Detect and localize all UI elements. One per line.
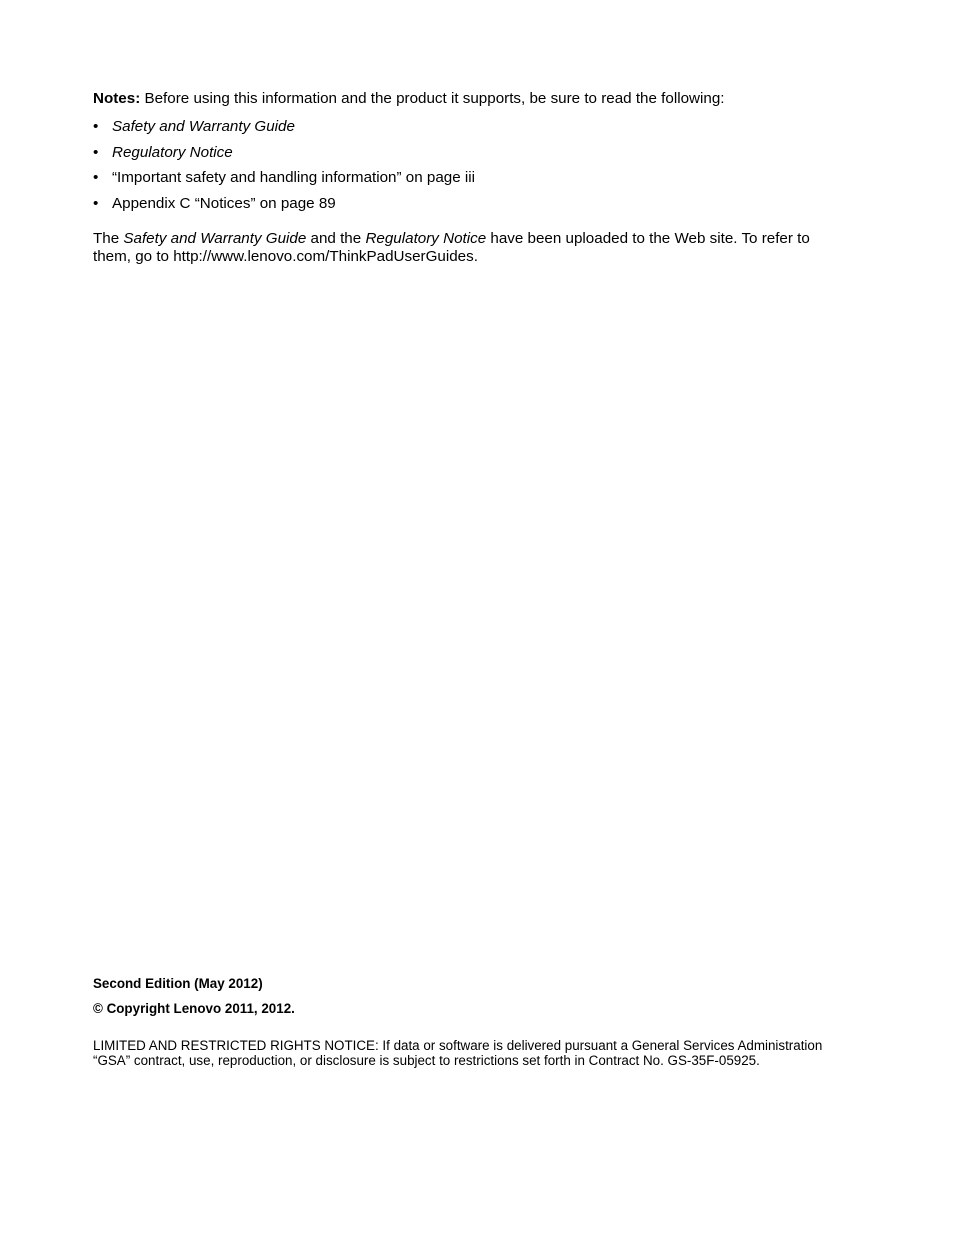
list-item — [93, 143, 873, 169]
rights-notice: LIMITED AND RESTRICTED RIGHTS NOTICE: If data or software is delivered pursuant a General Services Administration “GSA” contract, use, reproduction, or disclosure is subject to restrictions set forth in Contract No. GS-35F-05925. — [93, 1038, 823, 1068]
notes-list — [93, 117, 873, 219]
bullet: • — [93, 118, 99, 135]
list-item-appendix-c-link: Appendix C “Notices” on page 89 — [112, 194, 336, 212]
notes-intro: Before using this information and the product it supports, be sure to read the following: — [140, 90, 725, 107]
notes-label: Notes: — [93, 90, 141, 107]
bullet: • — [93, 169, 99, 186]
list-item-regulatory-notice: Regulatory Notice — [112, 143, 233, 161]
refer-text-2: and the — [306, 230, 366, 247]
list-item — [93, 117, 873, 143]
refer-paragraph — [93, 230, 838, 266]
edition-footer — [93, 975, 853, 1068]
bullet: • — [93, 143, 99, 161]
notes-paragraph — [93, 89, 873, 108]
notes-section — [93, 89, 873, 266]
list-item — [93, 194, 873, 220]
refer-guide-title: Safety and Warranty Guide — [123, 230, 307, 247]
list-item-safety-warranty-guide: Safety and Warranty Guide — [112, 118, 295, 135]
refer-text-3: have been uploaded to the Web site. To refer to them, go to http://www.lenovo.com/ThinkPadUserGuides. — [93, 230, 810, 265]
list-item-safety-handling-link: “Important safety and handling information” on page iii — [112, 169, 476, 186]
list-item — [93, 168, 873, 194]
copyright-line: © Copyright Lenovo 2011, 2012. — [93, 1001, 295, 1016]
refer-text-1: The — [93, 230, 124, 247]
edition-line: Second Edition (May 2012) — [93, 976, 263, 991]
refer-notice-title: Regulatory Notice — [365, 230, 487, 247]
bullet: • — [93, 194, 99, 212]
